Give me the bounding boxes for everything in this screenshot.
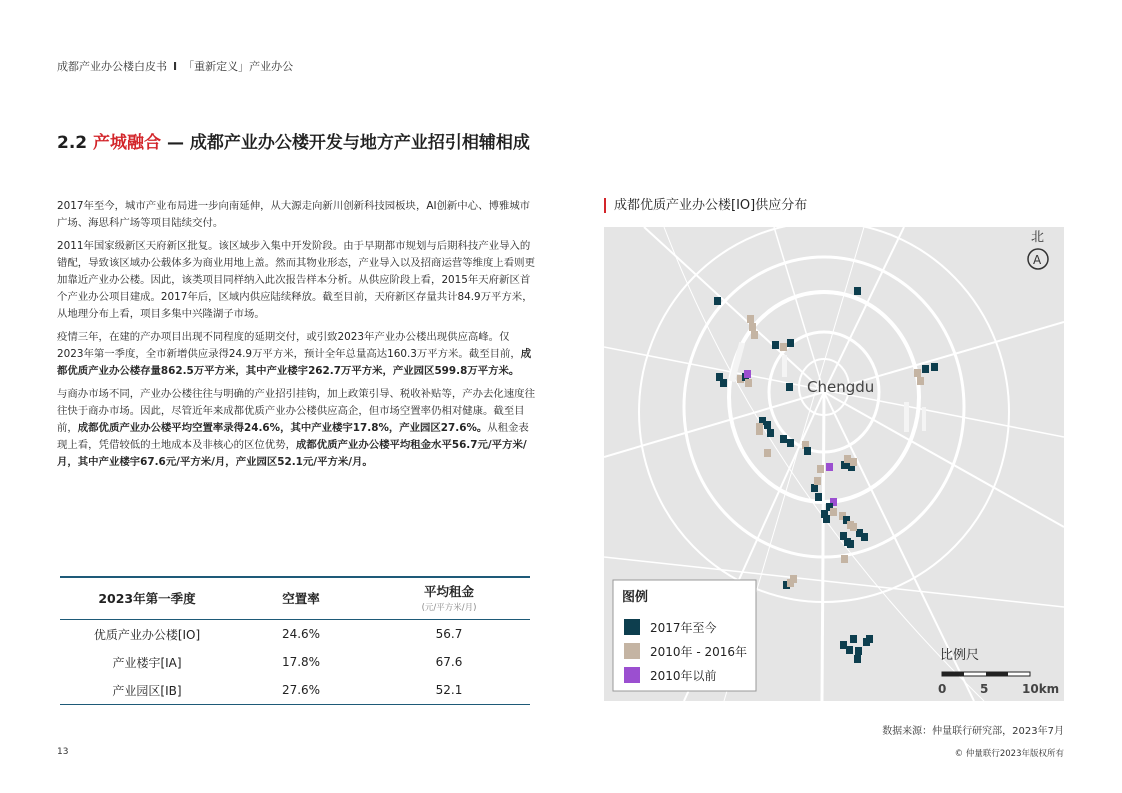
project-marker bbox=[790, 575, 797, 583]
project-marker bbox=[764, 421, 771, 429]
north-label: 北 bbox=[1031, 230, 1045, 245]
project-marker bbox=[714, 297, 721, 305]
scale-bar-seg-1 bbox=[942, 672, 964, 676]
project-marker bbox=[786, 383, 793, 391]
doc-title: 成都产业办公楼白皮书 bbox=[57, 60, 167, 73]
page-number: 13 bbox=[57, 747, 69, 757]
project-marker bbox=[844, 455, 851, 463]
project-marker bbox=[846, 646, 853, 654]
project-marker bbox=[914, 369, 921, 377]
legend-swatch-mid bbox=[624, 643, 640, 659]
project-marker bbox=[917, 377, 924, 385]
row-name: 优质产业办公楼[IO] bbox=[93, 627, 201, 642]
table-header-vacancy: 空置率 bbox=[234, 577, 368, 620]
heading-number: 2.2 bbox=[57, 133, 88, 153]
project-marker bbox=[841, 555, 848, 563]
rent-header-label: 平均租金 bbox=[423, 584, 474, 599]
heading-dash: — bbox=[166, 133, 184, 153]
table-row bbox=[60, 620, 530, 649]
paragraph-1: 2017年至今，城市产业布局进一步向南延伸，从大源走向新川创新科技园板块，AI创新中心、博雅城市广场、海思科广场等项目陆续交付。 bbox=[57, 200, 531, 229]
north-arrow-symbol: A bbox=[1033, 253, 1042, 267]
scale-tick-5: 5 bbox=[980, 682, 989, 696]
project-marker bbox=[815, 493, 822, 501]
table-row bbox=[60, 648, 530, 676]
project-marker bbox=[817, 465, 824, 473]
table-row bbox=[60, 676, 530, 705]
map-title: 成都优质产业办公楼[IO]供应分布 bbox=[604, 198, 807, 213]
row-rent: 52.1 bbox=[368, 676, 530, 705]
project-marker bbox=[720, 379, 727, 387]
project-marker bbox=[850, 458, 857, 466]
project-marker bbox=[804, 447, 811, 455]
project-marker bbox=[866, 635, 873, 643]
project-marker bbox=[854, 655, 861, 663]
scale-tick-0: 0 bbox=[938, 682, 947, 696]
project-marker bbox=[764, 449, 771, 457]
paragraph-2: 2011年国家级新区天府新区批复。该区域步入集中开发阶段。由于早期都市规划与后期科技产业导入的错配，导致该区域办公载体多为商业用地上盖。然而其物业形态，产业导入以及招商运营等维度上看则更加靠近产业办公楼。因此，该类项目同样纳入此次报告样本分析。从供应阶段上看，2015年天府新区首个产业办公项目建成。2017年后，区域内供应陆续释放。截至目前，天府新区存量共计84.9万平方米，从地理分布上看，项目多集中兴隆湖子市场。 bbox=[57, 240, 535, 320]
project-marker bbox=[787, 439, 794, 447]
project-marker bbox=[772, 341, 779, 349]
scale-bar-seg-2 bbox=[986, 672, 1008, 676]
body-text bbox=[57, 198, 535, 477]
project-marker bbox=[840, 641, 847, 649]
project-marker bbox=[854, 287, 861, 295]
project-marker bbox=[850, 635, 857, 643]
section-title: 「重新定义」产业办公 bbox=[183, 60, 294, 73]
scale-title: 比例尺 bbox=[940, 648, 980, 663]
paragraph-3 bbox=[57, 329, 535, 380]
project-marker bbox=[855, 647, 862, 655]
legend-label-mid: 2010年 - 2016年 bbox=[650, 645, 748, 659]
heading-rest: 成都产业办公楼开发与地方产业招引相辅相成 bbox=[189, 133, 530, 153]
project-marker bbox=[745, 379, 752, 387]
legend-label-recent: 2017年至今 bbox=[650, 621, 717, 635]
project-marker bbox=[830, 508, 837, 516]
project-marker bbox=[931, 363, 938, 371]
legend-label-old: 2010年以前 bbox=[650, 669, 717, 683]
row-vacancy: 24.6% bbox=[281, 627, 321, 641]
table-header-period: 2023年第一季度 bbox=[60, 577, 234, 620]
heading-highlight: 产城融合 bbox=[93, 133, 162, 153]
project-marker bbox=[751, 331, 758, 339]
project-marker bbox=[767, 429, 774, 437]
project-marker bbox=[749, 323, 756, 331]
project-marker bbox=[850, 523, 857, 531]
stats-table bbox=[60, 576, 530, 705]
paragraph-3-bold: 成都优质产业办公楼存量862.5万平方米，其中产业楼宇262.7万平方米，产业园区599.8万平方米。 bbox=[57, 348, 532, 377]
project-marker bbox=[814, 477, 821, 485]
row-rent: 56.7 bbox=[435, 627, 463, 641]
project-marker bbox=[823, 515, 830, 523]
map-legend bbox=[613, 580, 756, 691]
project-marker bbox=[780, 343, 787, 351]
paragraph-4-text-a: 与商办市场不同，产业办公楼往往与明确的产业招引挂钩，加上政策引导、税收补贴等，产办去化速度往往快于商办市场。因此，尽管近年来成都优质产业办公楼供应高企，但市场空置率仍相对健康。截至目前， bbox=[57, 388, 535, 434]
rent-header-unit: (元/平方米/月) bbox=[421, 603, 477, 613]
row-name: 产业楼宇[IA] bbox=[112, 655, 182, 670]
paragraph-4-bold-b: 成都优质产业办公楼平均租金水平56.7元/平方米/月，其中产业楼宇67.6元/平方米/月，产业园区52.1元/平方米/月。 bbox=[57, 439, 527, 468]
project-marker bbox=[826, 463, 833, 471]
paragraph-4 bbox=[57, 386, 535, 471]
city-label: Chengdu bbox=[807, 378, 875, 396]
row-rent: 67.6 bbox=[435, 655, 463, 669]
project-marker bbox=[744, 370, 751, 378]
scale-tick-10: 10km bbox=[1022, 682, 1060, 696]
project-marker bbox=[861, 533, 868, 541]
legend-swatch-old bbox=[624, 667, 640, 683]
breadcrumb bbox=[57, 58, 293, 74]
supply-map bbox=[604, 227, 1064, 701]
legend-swatch-recent bbox=[624, 619, 640, 635]
project-marker bbox=[747, 315, 754, 323]
page-title bbox=[57, 128, 530, 153]
project-marker bbox=[811, 484, 818, 492]
row-name: 产业园区[IB] bbox=[60, 676, 234, 705]
breadcrumb-separator: I bbox=[173, 60, 178, 73]
project-marker bbox=[787, 339, 794, 347]
legend-title: 图例 bbox=[622, 590, 649, 605]
project-marker bbox=[780, 435, 787, 443]
copyright: © 仲量联行2023年版权所有 bbox=[954, 749, 1064, 759]
row-vacancy: 27.6% bbox=[234, 676, 368, 705]
paragraph-3-text: 疫情三年，在建的产办项目出现不同程度的延期交付，或引致2023年产业办公楼出现供应高峰。仅2023年第一季度，全市新增供应录得24.9万平方米，预计全年总量高达160.3万平方米。截至目前， bbox=[57, 331, 521, 360]
data-source: 数据来源：仲量联行研究部，2023年7月 bbox=[882, 726, 1064, 737]
paragraph-4-text-b: 从租金表现上看，凭借较低的土地成本及非核心的区位优势， bbox=[57, 422, 529, 451]
project-marker bbox=[847, 540, 854, 548]
project-marker bbox=[922, 365, 929, 373]
table-header-row bbox=[60, 577, 530, 620]
table-header-rent bbox=[368, 577, 530, 620]
row-vacancy: 17.8% bbox=[281, 655, 321, 669]
map-canvas bbox=[604, 227, 1064, 701]
project-marker bbox=[756, 427, 763, 435]
paragraph-4-bold-a: 成都优质产业办公楼平均空置率录得24.6%，其中产业楼宇17.8%，产业园区27.6%。 bbox=[77, 422, 488, 434]
